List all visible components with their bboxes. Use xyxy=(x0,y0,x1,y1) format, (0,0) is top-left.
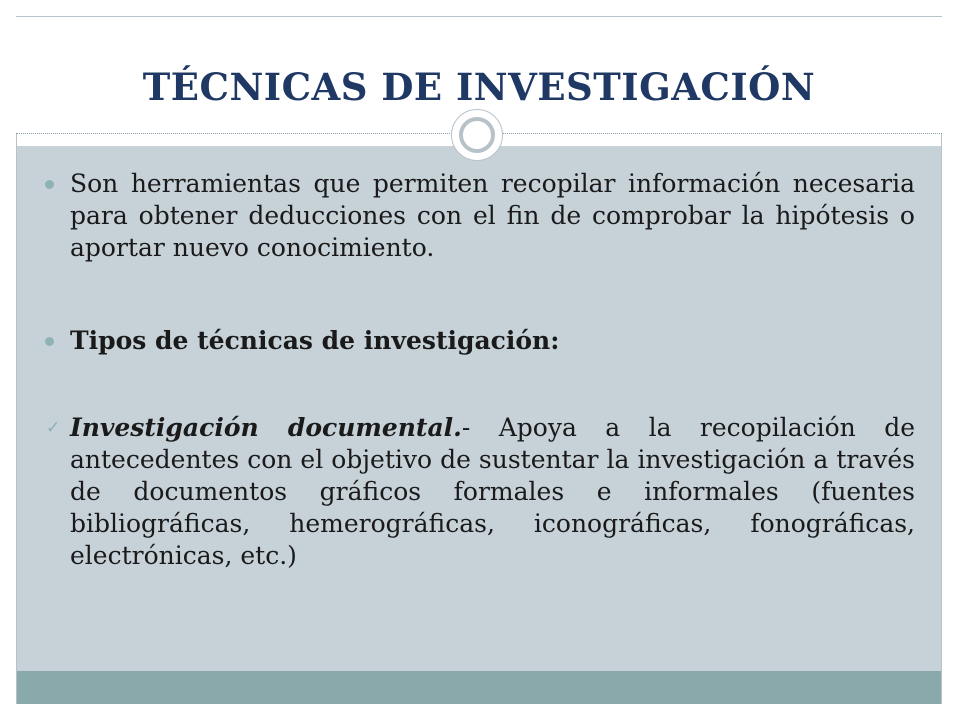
slide-title: TÉCNICAS DE INVESTIGACIÓN xyxy=(142,65,816,109)
check-item-documental xyxy=(70,412,915,572)
ring-inner xyxy=(459,117,495,153)
checkmark-icon: ✓ xyxy=(46,418,61,438)
footer-bar xyxy=(17,671,941,704)
check-item-term: Investigación documental. xyxy=(70,413,462,442)
bullet-text-types-heading: Tipos de técnicas de investigación: xyxy=(70,326,560,355)
check-item-description: - Apoya a la recopilación de antecedentes con el objetivo de sustentar la investigación a través de documentos gráficos formales e informales (fuentes bibliográficas, hemerográficas, iconográficas, fonográficas, electrónicas, etc.) xyxy=(70,413,915,570)
bullet-text-definition: Son herramientas que permiten recopilar información necesaria para obtener deducciones con el fin de comprobar la hipótesis o aportar nuevo conocimiento. xyxy=(70,169,915,262)
bullet-dot-icon xyxy=(45,180,54,189)
bullet-dot-icon xyxy=(45,337,54,346)
divider-ring-ornament xyxy=(451,109,503,161)
